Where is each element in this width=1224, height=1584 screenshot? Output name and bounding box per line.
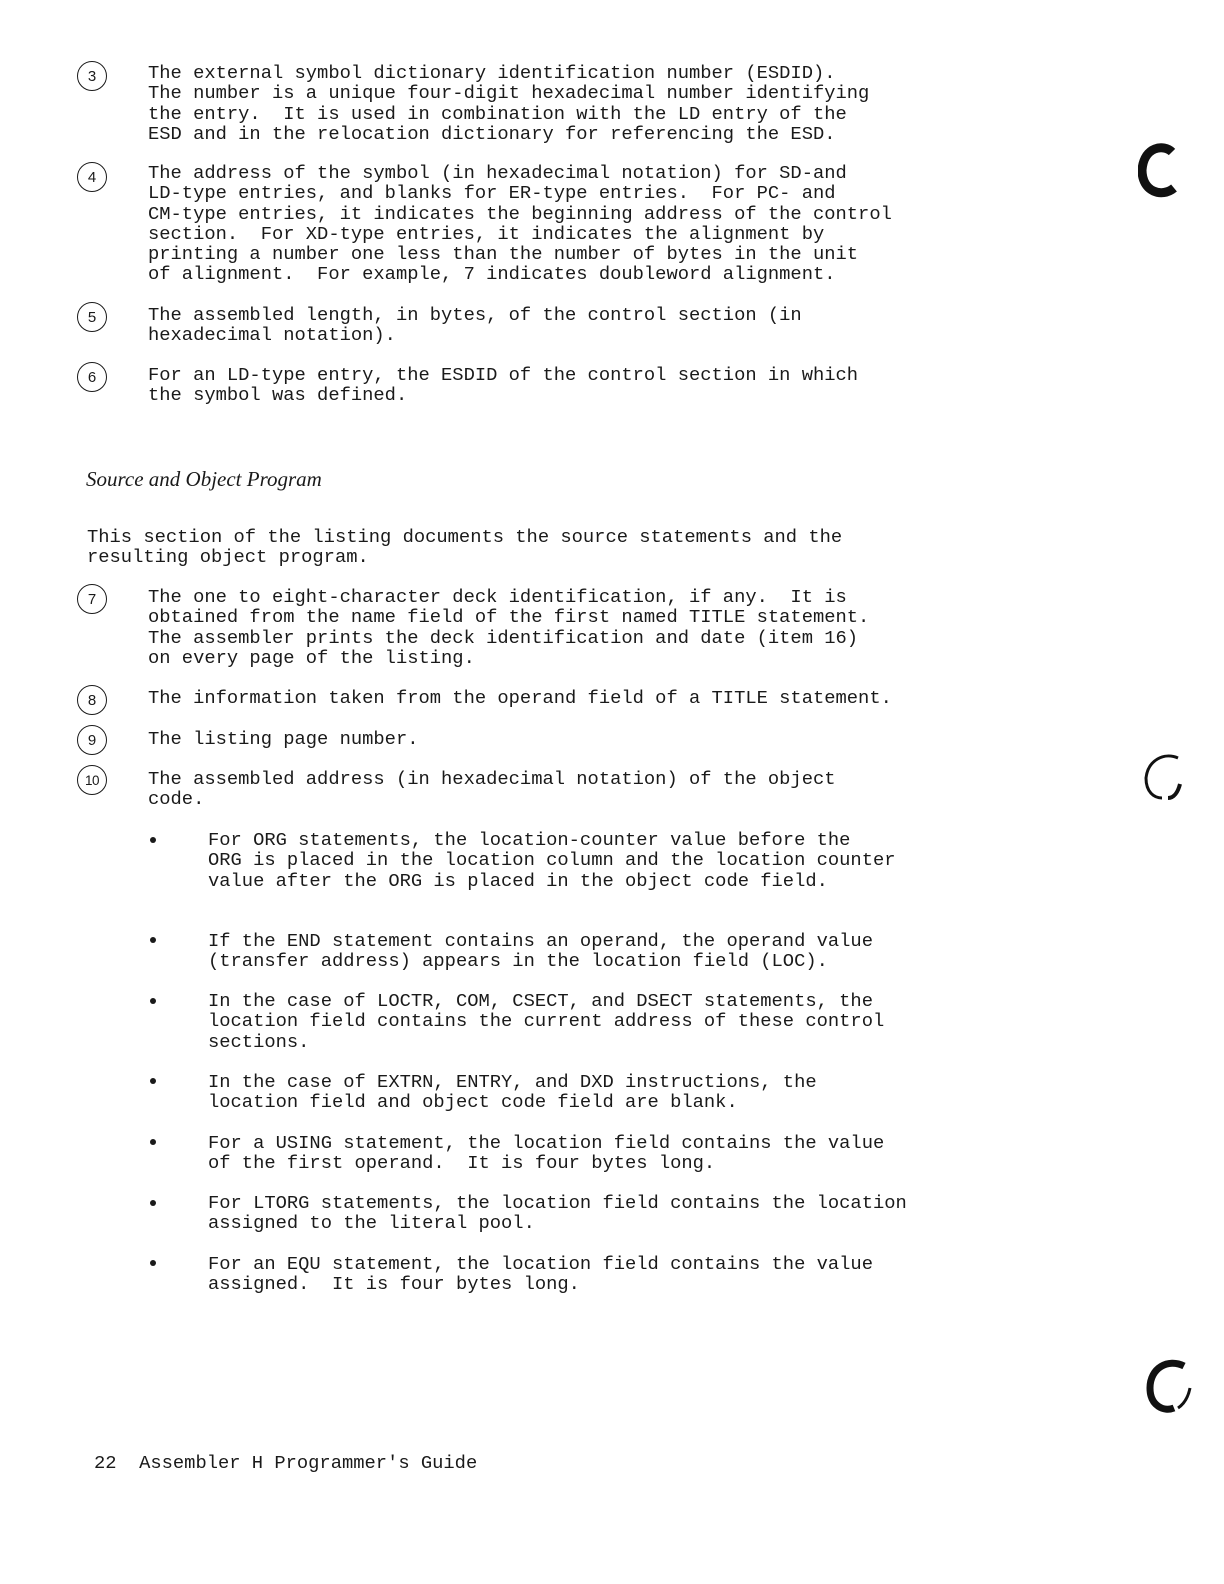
- bullet-text: In the case of LOCTR, COM, CSECT, and DSECT statements, the location field contains the current address of these control sections.: [208, 990, 885, 1053]
- bullet-dot: [150, 1139, 156, 1145]
- callout-number: 9: [77, 725, 107, 755]
- callout-text: The listing page number.: [148, 728, 419, 750]
- bullet-dot: [150, 998, 156, 1004]
- callout-text: The one to eight-character deck identification, if any. It is obtained from the name field of the first named TITLE statement. The assembler prints the deck identification and date (item 16) on every page of the listing.: [148, 586, 870, 669]
- callout-number: 3: [77, 61, 107, 91]
- binder-hole-mark: [1138, 142, 1182, 209]
- callout-text: The assembled length, in bytes, of the control section (in hexadecimal notation).: [148, 304, 802, 347]
- callout-number: 10: [77, 765, 107, 795]
- callout-number: 6: [77, 362, 107, 392]
- bullet-text: For an EQU statement, the location field contains the value assigned. It is four bytes long.: [208, 1253, 873, 1296]
- callout-text: The assembled address (in hexadecimal notation) of the object code.: [148, 768, 836, 811]
- bullet-dot: [150, 837, 156, 843]
- bullet-text: For LTORG statements, the location field contains the location assigned to the literal pool.: [208, 1192, 907, 1235]
- section-intro: This section of the listing documents the source statements and the resulting object program.: [87, 526, 843, 569]
- bullet-text: For a USING statement, the location field contains the value of the first operand. It is four bytes long.: [208, 1132, 885, 1175]
- bullet-dot: [150, 937, 156, 943]
- page-number: 22: [94, 1452, 117, 1474]
- callout-number: 5: [77, 302, 107, 332]
- callout-text: The external symbol dictionary identification number (ESDID). The number is a unique four-digit hexadecimal number identifying the entry. It is used in combination with the LD entry of the ESD and in the relocation dictionary for referencing the ESD.: [148, 62, 870, 145]
- page-footer: [94, 1453, 477, 1473]
- binder-hole-mark: [1140, 752, 1190, 815]
- callout-number: 8: [77, 685, 107, 715]
- bullet-dot: [150, 1260, 156, 1266]
- callout-text: The information taken from the operand field of a TITLE statement.: [148, 687, 892, 709]
- bullet-dot: [150, 1200, 156, 1206]
- bullet-dot: [150, 1078, 156, 1084]
- bullet-text: If the END statement contains an operand, the operand value (transfer address) appears in the location field (LOC).: [208, 930, 873, 973]
- callout-text: The address of the symbol (in hexadecimal notation) for SD-and LD-type entries, and blanks for ER-type entries. For PC- and CM-type entries, it indicates the beginning address of the control section. For XD-type entries, it indicates the alignment by printing a number one less than the number of bytes in the unit of alignment. For example, 7 indicates doubleword alignment.: [148, 162, 892, 286]
- callout-number: 4: [77, 162, 107, 192]
- bullet-text: In the case of EXTRN, ENTRY, and DXD instructions, the location field and object code field are blank.: [208, 1071, 817, 1114]
- bullet-text: For ORG statements, the location-counter value before the ORG is placed in the location column and the location counter value after the ORG is placed in the object code field.: [208, 829, 896, 892]
- book-title: Assembler H Programmer's Guide: [139, 1452, 478, 1474]
- callout-number: 7: [77, 584, 107, 614]
- callout-text: For an LD-type entry, the ESDID of the control section in which the symbol was defined.: [148, 364, 859, 407]
- binder-hole-mark: [1144, 1358, 1194, 1425]
- section-heading: Source and Object Program: [86, 467, 322, 491]
